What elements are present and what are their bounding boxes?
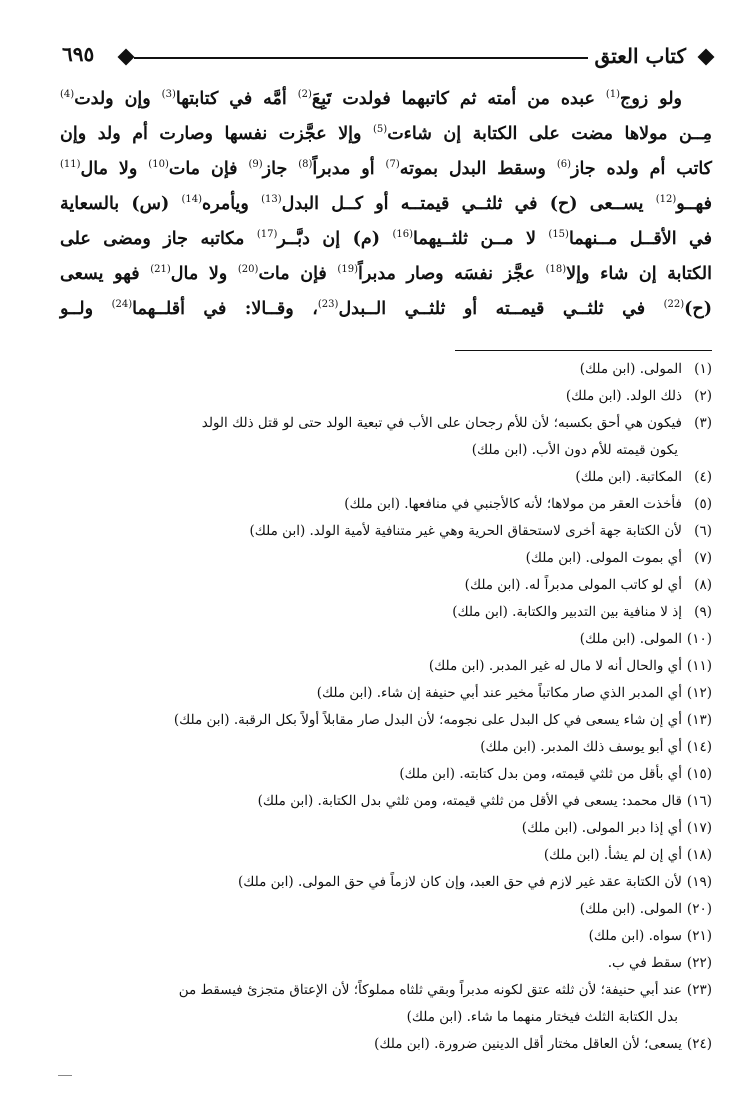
- footnote: (١١)أي والحال أنه لا مال له غير المدبر. (ابن ملك): [428, 658, 712, 674]
- footnote: (١٦)قال محمد: يسعى في الأقل من ثلثي قيمته، ومن ثلثي بدل الكتابة. (ابن ملك): [257, 793, 712, 809]
- footnote-marker: (15): [548, 229, 569, 240]
- footnote-marker: (9): [248, 159, 263, 170]
- footnote: (٢٤)يسعى؛ لأن العاقل مختار أقل الدينين ضرورة. (ابن ملك): [374, 1036, 712, 1052]
- footnote-marker: (19): [337, 264, 358, 275]
- footnote-marker: (7): [385, 159, 400, 170]
- footnote-marker: (6): [556, 159, 571, 170]
- footnote-marker: (24): [111, 299, 133, 310]
- footnote: (٢٣)عند أبي حنيفة؛ لأن ثلثه عتق لكونه مدبراً وبقي ثلثاه مملوكاً؛ لأن الإعتاق متجزئ فيسقط من: [178, 982, 712, 998]
- main-text-line: كاتب أم ولده جاز$^{(6)}$ وسقط البدل بموته$^{(7)}$ أو مدبراً$^{(8)}$ جاز$^{(9)}$ فإن مات$^{(10)}$ ولا مال$^{(11)}$: [60, 159, 712, 179]
- diamond-ornament-icon: [698, 49, 715, 66]
- main-text: [60, 82, 712, 327]
- main-text-line: ولو زوج$^{(1)}$ عبده من أمته ثم كاتبهما فولدت تَبِعَ$^{(2)}$ أمَّه في كتابتها$^{(3)}$ وإن ولدت$^{(4)}$: [60, 89, 683, 109]
- footnote-marker: (20): [237, 264, 259, 275]
- footnote-marker: (10): [148, 159, 169, 170]
- footnote: (٢٠)المولى. (ابن ملك): [579, 901, 712, 917]
- footnote: (٣)فيكون هي أحق بكسبه؛ لأن للأم رجحان على الأب في تبعية الولد حتى لو قتل ذلك الولد: [201, 415, 712, 431]
- footnote-marker: (16): [392, 229, 414, 240]
- footnote: (١٢)أي المدبر الذي صار مكاتباً مخير عند أبي حنيفة إن شاء. (ابن ملك): [316, 685, 712, 701]
- footnote: (٢١)سواه. (ابن ملك): [588, 928, 712, 944]
- footnote: (١٨)أي إن لم يشأ. (ابن ملك): [543, 847, 712, 863]
- footnote-marker: (14): [181, 194, 203, 205]
- footnote-separator: [455, 350, 712, 351]
- footnote-marker: (4): [60, 89, 75, 100]
- footnote: (٦)لأن الكتابة جهة أخرى لاستحقاق الحرية وهي غير متنافية لأمية الولد. (ابن ملك): [249, 523, 712, 539]
- footnote: (٨)أي لو كاتب المولى مدبراً له. (ابن ملك): [464, 577, 712, 593]
- footnote-continuation: يكون قيمته للأم دون الأب. (ابن ملك): [471, 442, 678, 458]
- footnote-marker: (21): [150, 264, 171, 275]
- footnote-marker: (12): [655, 194, 677, 205]
- footnote: (١)المولى. (ابن ملك): [579, 361, 712, 377]
- main-text-line: في الأقــل مــنهما$^{(15)}$ لا مــن ثلثــيهما$^{(16)}$ (م) إن دبَّــر$^{(17)}$ مكاتبه جاز ومضى على: [60, 229, 712, 249]
- main-text-line: فهــو$^{(12)}$ يســعى (ح) في ثلثــي قيمتــه أو كــل البدل$^{(13)}$ ويأمره$^{(14)}$ (س) بالسعاية: [60, 194, 712, 214]
- footnote: (١٥)أي بأقل من ثلثي قيمته، ومن بدل كتابته. (ابن ملك): [399, 766, 712, 782]
- footnote: (١٣)أي إن شاء يسعى في كل البدل على نجومه؛ لأن البدل صار مقابلاً أولاً بكل الرقبة. (ابن ملك): [173, 712, 712, 728]
- footnote: (١٧)أي إذا دبر المولى. (ابن ملك): [521, 820, 712, 836]
- footnote: (١٤)أي أبو يوسف ذلك المدبر. (ابن ملك): [480, 739, 712, 755]
- footnote: (٤)المكاتبة. (ابن ملك): [575, 469, 712, 485]
- footnotes: [58, 356, 712, 1058]
- footnote-marker: (11): [60, 159, 81, 170]
- footnote-marker: (22): [663, 299, 685, 310]
- footnote: (٢)ذلك الولد. (ابن ملك): [565, 388, 712, 404]
- footnote: (٩)إذ لا منافية بين التدبير والكتابة. (ابن ملك): [452, 604, 712, 620]
- footnote-marker: (13): [261, 194, 282, 205]
- footnote-marker: (5): [373, 124, 388, 135]
- footnote-marker: (18): [545, 264, 567, 275]
- diamond-ornament-icon: [118, 49, 135, 66]
- footnote: (٥)فأخذت العقر من مولاها؛ لأنه كالأجنبي في منافعها. (ابن ملك): [344, 496, 712, 512]
- footnote: (٧)أي بموت المولى. (ابن ملك): [525, 550, 712, 566]
- page-number: ٦٩٥: [62, 42, 95, 66]
- footnote-marker: (23): [317, 299, 339, 310]
- main-text-line: (ح)$^{(22)}$ في ثلثــي قيمــته أو ثلثــي الــبدل$^{(23)}$، وقــالا: في أقلــهما$^{(24)}$ ولــو: [60, 299, 713, 319]
- footnote-marker: (1): [605, 89, 621, 100]
- footnote-marker: (3): [161, 89, 176, 100]
- page-edge-mark: [58, 1075, 72, 1076]
- footnote-marker: (2): [297, 89, 312, 100]
- main-text-line: الكتابة إن شاء وإلا$^{(18)}$ عجَّز نفسَه وصار مدبراً$^{(19)}$ فإن مات$^{(20)}$ ولا مال$^{(21)}$ فهو يسعى: [60, 264, 712, 284]
- footnote: (١٩)لأن الكتابة عقد غير لازم في حق العبد، وإن كان لازماً في حق المولى. (ابن ملك): [237, 874, 712, 890]
- footnote-marker: (8): [298, 159, 313, 170]
- main-text-line: مِــن مولاها مضت على الكتابة إن شاءت$^{(5)}$ وإلا عجَّزت نفسها وصارت أم ولد وإن: [60, 124, 712, 144]
- footnote: (٢٢)سقط في ب.: [607, 955, 712, 971]
- footnote-marker: (17): [256, 229, 278, 240]
- page-header: [62, 40, 712, 76]
- footnote-continuation: بدل الكتابة الثلث فيختار منهما ما شاء. (ابن ملك): [406, 1009, 678, 1025]
- chapter-title: كتاب العتق: [594, 44, 686, 68]
- footnote: (١٠)المولى. (ابن ملك): [579, 631, 712, 647]
- header-rule: [134, 57, 588, 59]
